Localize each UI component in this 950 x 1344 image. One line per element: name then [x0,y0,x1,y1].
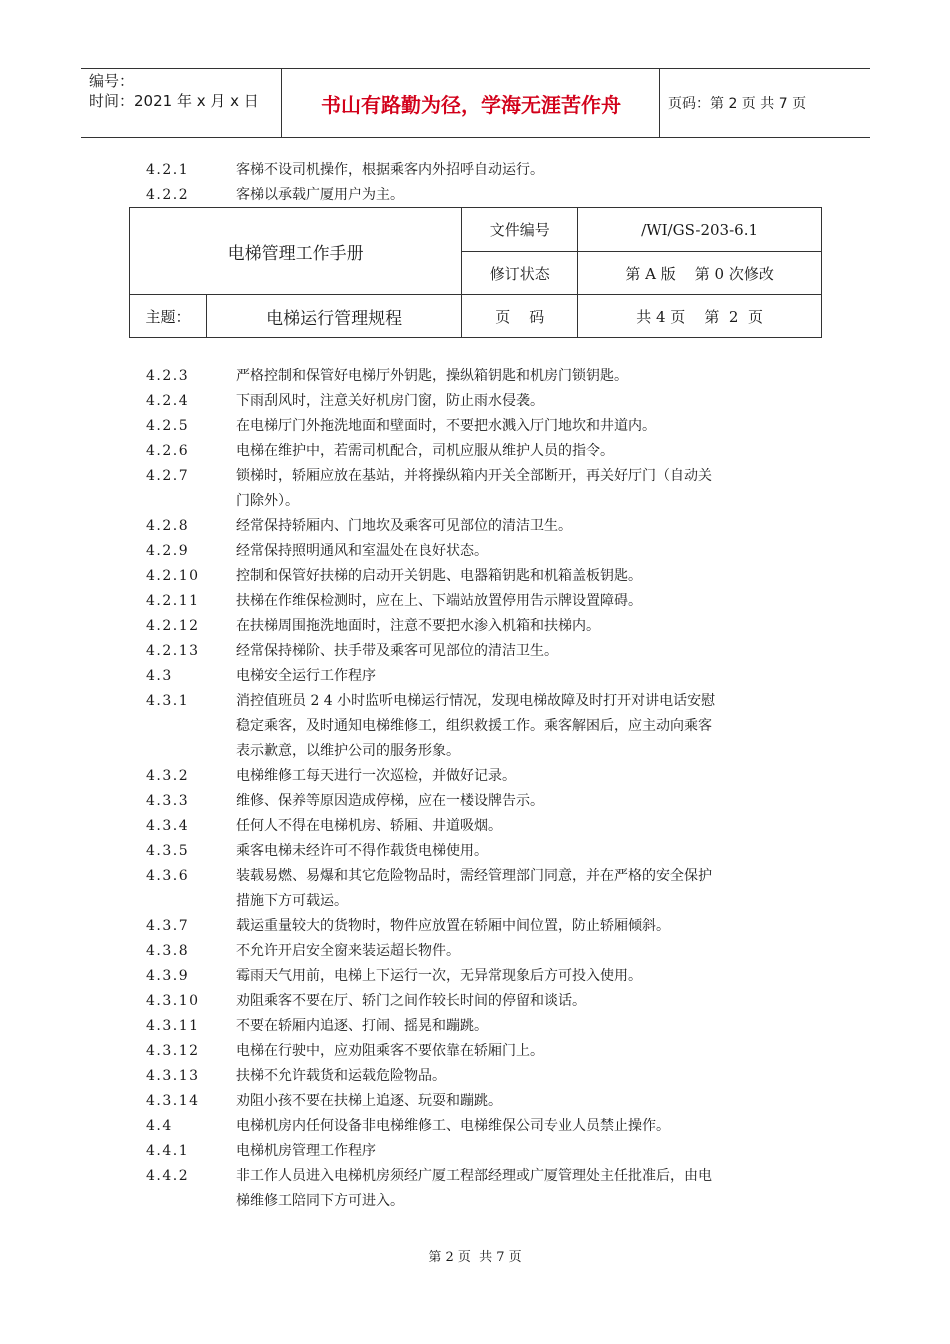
item-number: 4.3.3 [146,793,190,809]
page-value: 共 4 页 第 2 页 [578,295,822,338]
item-number: 4.3.6 [146,868,190,884]
list-item [146,158,826,183]
revision-label: 修订状态 [462,252,578,295]
list-item [146,1089,826,1114]
item-text: 在电梯厅门外拖洗地面和壁面时，不要把水溅入厅门地坎和井道内。 [236,418,656,434]
list-item [146,1114,826,1139]
item-text: 电梯维修工每天进行一次巡检，并做好记录。 [236,768,516,784]
list-item [146,514,826,539]
list-item [146,1039,826,1064]
list-item [146,664,826,689]
list-item [146,864,826,889]
item-number: 4.3.12 [146,1043,200,1059]
page-label: 页 码 [462,295,578,338]
item-number: 4.3.14 [146,1093,200,1109]
item-text: 非工作人员进入电梯机房须经广厦工程部经理或广厦管理处主任批准后，由电 [236,1168,712,1184]
item-text: 扶梯在作维保检测时，应在上、下端站放置停用告示牌设置障碍。 [236,593,642,609]
item-text: 劝阻小孩不要在扶梯上追逐、玩耍和蹦跳。 [236,1093,502,1109]
item-number: 4.3.13 [146,1068,200,1084]
item-text: 表示歉意，以维护公司的服务形象。 [236,743,460,759]
item-text: 电梯在行驶中，应劝阻乘客不要依靠在轿厢门上。 [236,1043,544,1059]
subject-label: 主题： [130,295,207,338]
list-item [146,1139,826,1164]
revision-value: 第 A 版 第 0 次修改 [578,252,822,295]
item-text: 电梯在维护中，若需司机配合，司机应服从维护人员的指令。 [236,443,614,459]
item-number: 4.3.9 [146,968,190,984]
list-item [146,564,826,589]
list-item [146,489,826,514]
item-number: 4.4.1 [146,1143,190,1159]
item-text: 经常保持梯阶、扶手带及乘客可见部位的清洁卫生。 [236,643,558,659]
item-text: 不要在轿厢内追逐、打闹、摇晃和蹦跳。 [236,1018,488,1034]
list-item [146,714,826,739]
list-item [146,989,826,1014]
item-text: 任何人不得在电梯机房、轿厢、井道吸烟。 [236,818,502,834]
file-number-value: /WI/GS-203-6.1 [578,208,822,252]
list-item [146,739,826,764]
item-text: 装载易燃、易爆和其它危险物品时，需经管理部门同意，并在严格的安全保护 [236,868,712,884]
item-text: 客梯不设司机操作，根据乘客内外招呼自动运行。 [236,162,544,178]
item-text: 在扶梯周围拖洗地面时，注意不要把水渗入机箱和扶梯内。 [236,618,600,634]
list-item [146,389,826,414]
item-number: 4.3.1 [146,693,190,709]
item-number: 4.2.1 [146,162,190,178]
item-number: 4.2.9 [146,543,190,559]
item-text: 控制和保管好扶梯的启动开关钥匙、电器箱钥匙和机箱盖板钥匙。 [236,568,642,584]
item-number: 4.3.2 [146,768,190,784]
list-item [146,1014,826,1039]
list-item [146,364,826,389]
item-number: 4.3.7 [146,918,190,934]
list-item [146,614,826,639]
list-item [146,439,826,464]
list-item [146,589,826,614]
page-footer: 第 2 页 共 7 页 [428,1250,522,1265]
item-number: 4.3.4 [146,818,190,834]
list-item [146,789,826,814]
subject-value: 电梯运行管理规程 [206,295,461,338]
header-page-label: 页码：第 2 页 共 7 页 [668,96,807,112]
item-text: 电梯机房内任何设备非电梯维修工、电梯维保公司专业人员禁止操作。 [236,1118,670,1134]
header-motto: 书山有路勤为径，学海无涯苦作舟 [283,69,660,137]
item-number: 4.2.2 [146,187,190,203]
item-text: 经常保持照明通风和室温处在良好状态。 [236,543,488,559]
list-item [146,889,826,914]
item-number: 4.4 [146,1118,173,1134]
item-text: 严格控制和保管好电梯厅外钥匙，操纵箱钥匙和机房门锁钥匙。 [236,368,628,384]
item-number: 4.2.7 [146,468,190,484]
item-text: 维修、保养等原因造成停梯，应在一楼设牌告示。 [236,793,544,809]
list-item [146,639,826,664]
item-number: 4.2.4 [146,393,190,409]
item-text: 扶梯不允许载货和运载危险物品。 [236,1068,446,1084]
item-number: 4.2.3 [146,368,190,384]
item-text: 锁梯时，轿厢应放在基站，并将操纵箱内开关全部断开，再关好厅门（自动关 [236,468,712,484]
list-item [146,964,826,989]
manual-title: 电梯管理工作手册 [130,208,462,295]
list-item [146,539,826,564]
list-item [146,414,826,439]
item-text: 电梯安全运行工作程序 [236,668,376,684]
item-number: 4.2.13 [146,643,200,659]
item-number: 4.3.8 [146,943,190,959]
file-number-label: 文件编号 [462,208,578,252]
document-number-label: 编号： [89,72,135,90]
list-item [146,183,826,208]
item-number: 4.2.11 [146,593,200,609]
list-item [146,914,826,939]
list-item [146,1164,826,1189]
item-number: 4.2.10 [146,568,200,584]
document-info-table [129,207,822,338]
item-text: 霉雨天气用前，电梯上下运行一次，无异常现象后方可投入使用。 [236,968,642,984]
item-number: 4.2.6 [146,443,190,459]
pre-table-list [146,158,826,208]
item-text: 劝阻乘客不要在厅、轿门之间作较长时间的停留和谈话。 [236,993,586,1009]
document-date-label: 时间：2021 年 x 月 x 日 [89,92,259,110]
item-number: 4.2.12 [146,618,200,634]
item-number: 4.2.8 [146,518,190,534]
list-item [146,689,826,714]
item-number: 4.3.10 [146,993,200,1009]
item-number: 4.2.5 [146,418,190,434]
item-text: 门除外）。 [236,493,299,509]
item-number: 4.3.11 [146,1018,200,1034]
item-text: 客梯以承载广厦用户为主。 [236,187,404,203]
item-number: 4.3.5 [146,843,190,859]
list-item [146,764,826,789]
item-text: 经常保持轿厢内、门地坎及乘客可见部位的清洁卫生。 [236,518,572,534]
header-meta [81,69,282,137]
list-item [146,939,826,964]
item-text: 消控值班员 2 4 小时监听电梯运行情况，发现电梯故障及时打开对讲电话安慰 [236,693,716,709]
item-text: 不允许开启安全窗来装运超长物件。 [236,943,460,959]
item-text: 电梯机房管理工作程序 [236,1143,376,1159]
list-item [146,839,826,864]
item-text: 乘客电梯未经许可不得作载货电梯使用。 [236,843,488,859]
item-number: 4.4.2 [146,1168,190,1184]
item-text: 措施下方可载运。 [236,893,348,909]
list-item [146,1189,826,1214]
procedure-list [146,364,826,1214]
list-item [146,1064,826,1089]
page-header [81,68,870,138]
item-text: 稳定乘客，及时通知电梯维修工，组织救援工作。乘客解困后，应主动向乘客 [236,718,712,734]
item-number: 4.3 [146,668,173,684]
item-text: 梯维修工陪同下方可进入。 [236,1193,404,1209]
list-item [146,814,826,839]
item-text: 下雨刮风时，注意关好机房门窗，防止雨水侵袭。 [236,393,544,409]
list-item [146,464,826,489]
item-text: 载运重量较大的货物时，物件应放置在轿厢中间位置，防止轿厢倾斜。 [236,918,670,934]
